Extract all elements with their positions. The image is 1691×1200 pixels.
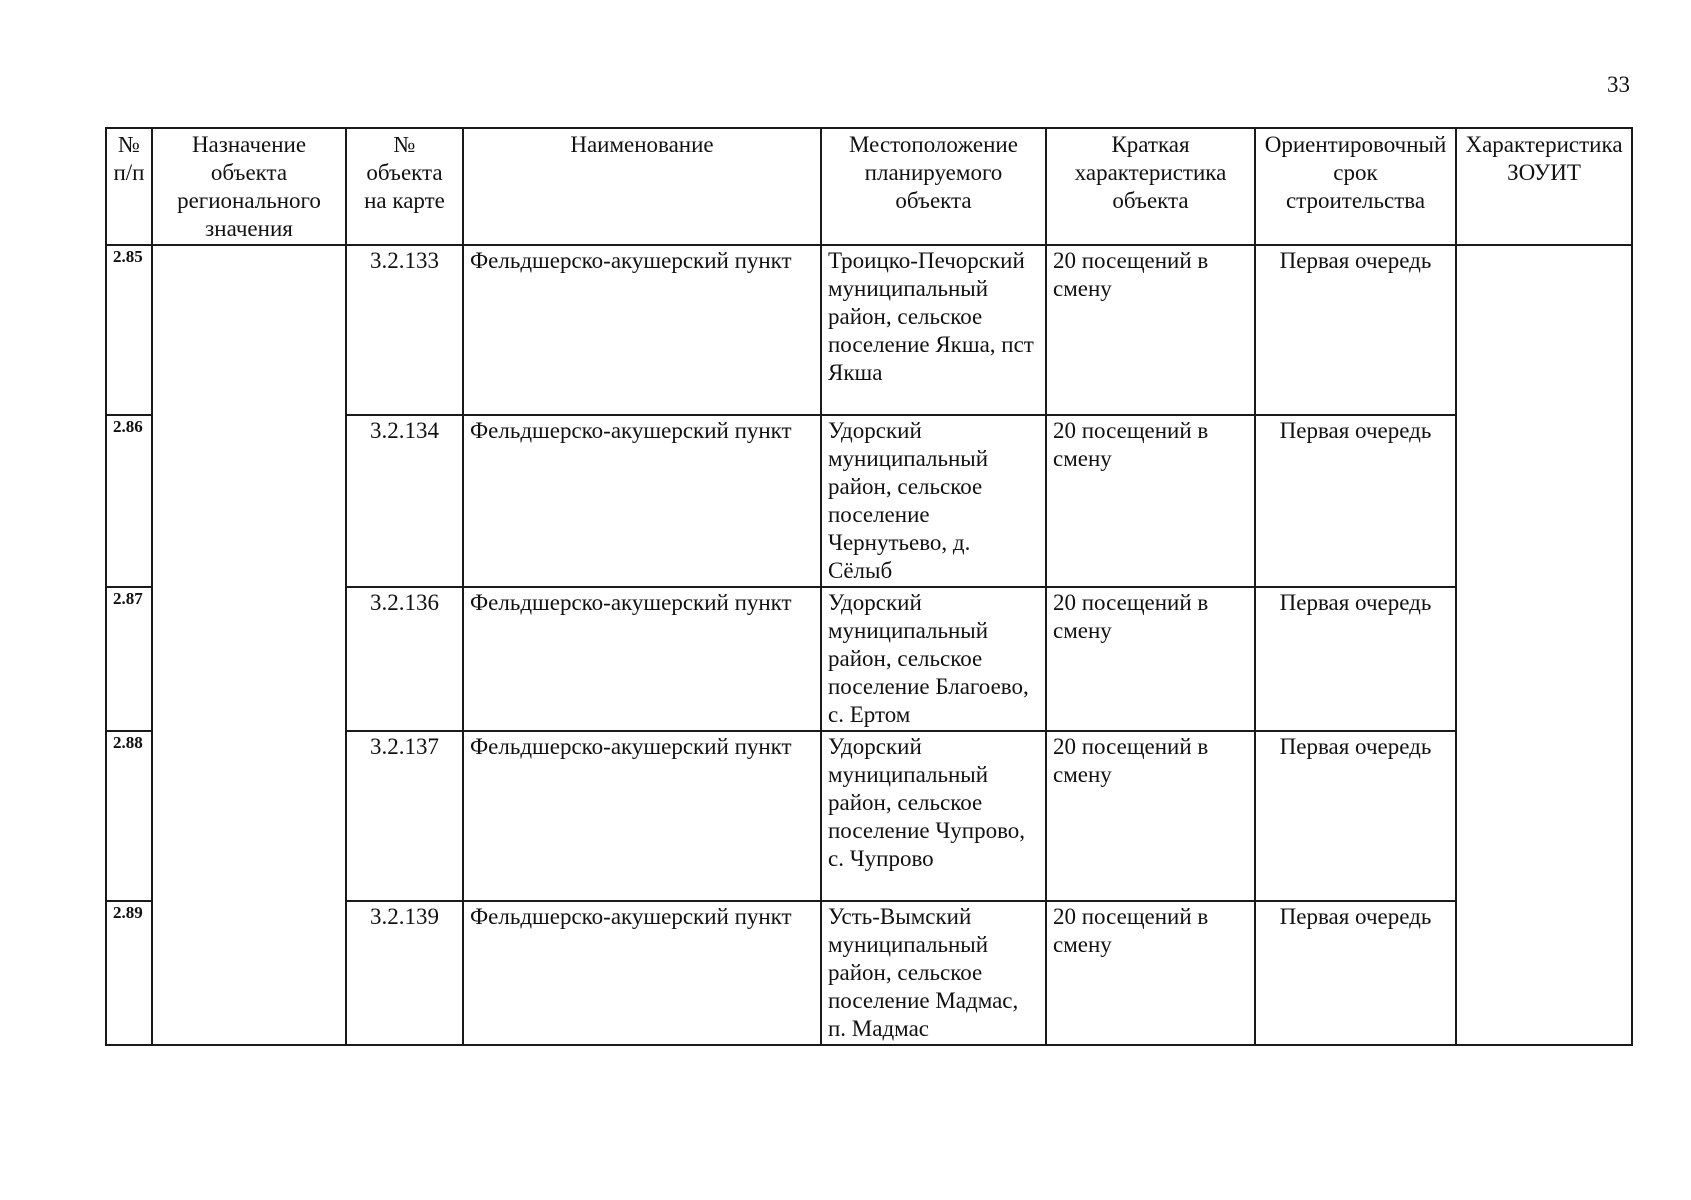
characteristic-cell: 20 посещений в смену [1046,731,1255,901]
objects-table [105,127,1633,1046]
name-cell: Фельдшерско-акушерский пункт [463,901,821,1045]
characteristic-cell: 20 посещений в смену [1046,901,1255,1045]
purpose-cell [152,245,346,1045]
characteristic-cell: 20 посещений в смену [1046,587,1255,731]
term-cell: Первая очередь [1255,587,1456,731]
map-number-cell: 3.2.137 [346,731,463,901]
characteristic-cell: 20 посещений в смену [1046,415,1255,587]
page-number: 33 [1607,72,1630,97]
location-cell: Удорский муниципальный район, сельское поселение Благоево, с. Ертом [821,587,1046,731]
term-cell: Первая очередь [1255,415,1456,587]
table-row [106,245,1632,415]
row-number: 2.89 [106,901,152,1045]
map-number-cell: 3.2.139 [346,901,463,1045]
header-purpose: Назначение объекта регионального значения [152,128,346,245]
header-num: № п/п [106,128,152,245]
header-map-number: № объекта на карте [346,128,463,245]
name-cell: Фельдшерско-акушерский пункт [463,587,821,731]
table-header-row [106,128,1632,245]
term-cell: Первая очередь [1255,901,1456,1045]
header-location: Местоположение планируемого объекта [821,128,1046,245]
header-zouit: Характеристика ЗОУИТ [1456,128,1632,245]
zouit-cell [1456,245,1632,1045]
header-characteristic: Краткая характеристика объекта [1046,128,1255,245]
characteristic-cell: 20 посещений в смену [1046,245,1255,415]
row-number: 2.85 [106,245,152,415]
header-term: Ориентировочный срок строительства [1255,128,1456,245]
name-cell: Фельдшерско-акушерский пункт [463,245,821,415]
map-number-cell: 3.2.133 [346,245,463,415]
map-number-cell: 3.2.134 [346,415,463,587]
location-cell: Удорский муниципальный район, сельское поселение Чупрово, с. Чупрово [821,731,1046,901]
location-cell: Усть-Вымский муниципальный район, сельское поселение Мадмас, п. Мадмас [821,901,1046,1045]
location-cell: Троицко-Печорский муниципальный район, сельское поселение Якша, пст Якша [821,245,1046,415]
name-cell: Фельдшерско-акушерский пункт [463,415,821,587]
term-cell: Первая очередь [1255,245,1456,415]
term-cell: Первая очередь [1255,731,1456,901]
header-name: Наименование [463,128,821,245]
location-cell: Удорский муниципальный район, сельское поселение Чернутьево, д. Сёлыб [821,415,1046,587]
row-number: 2.86 [106,415,152,587]
map-number-cell: 3.2.136 [346,587,463,731]
row-number: 2.88 [106,731,152,901]
name-cell: Фельдшерско-акушерский пункт [463,731,821,901]
row-number: 2.87 [106,587,152,731]
